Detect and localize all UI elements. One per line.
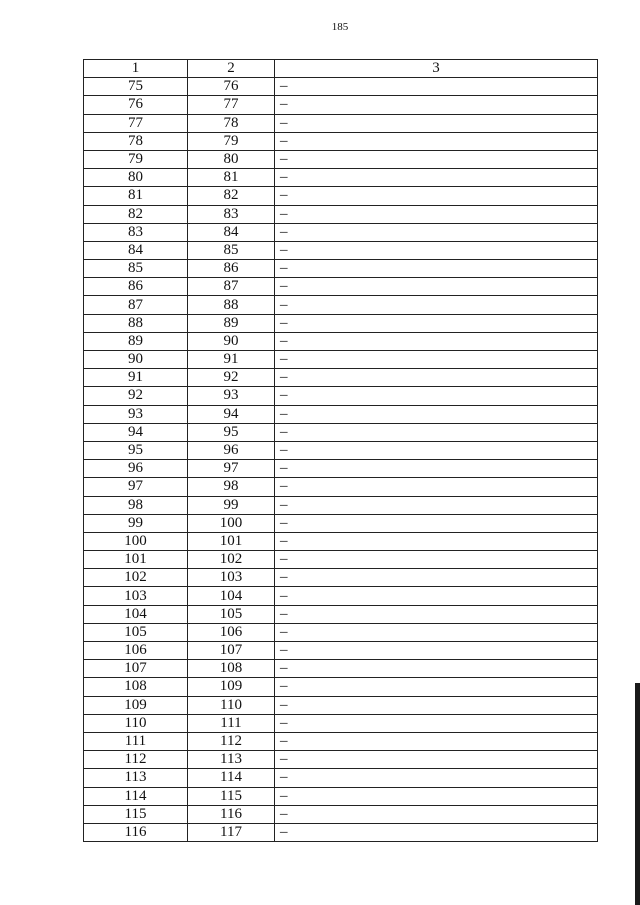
table-cell-col-1: 103	[84, 587, 188, 605]
table-cell-col-2: 88	[188, 296, 275, 314]
table-cell-col-3: –	[275, 787, 598, 805]
table-cell-col-1: 84	[84, 241, 188, 259]
table-row	[84, 278, 598, 296]
table-cell-col-3: –	[275, 423, 598, 441]
table-cell-col-2: 98	[188, 478, 275, 496]
table-cell-col-1: 116	[84, 823, 188, 841]
table-cell-col-1: 90	[84, 351, 188, 369]
table-cell-col-1: 105	[84, 623, 188, 641]
table-row	[84, 460, 598, 478]
table-cell-col-3: –	[275, 405, 598, 423]
table-cell-col-3: –	[275, 514, 598, 532]
table-cell-col-1: 100	[84, 532, 188, 550]
table-cell-col-2: 76	[188, 78, 275, 96]
table-row	[84, 78, 598, 96]
table-cell-col-2: 112	[188, 732, 275, 750]
table-cell-col-3: –	[275, 478, 598, 496]
table-cell-col-3: –	[275, 169, 598, 187]
table-cell-col-3: –	[275, 751, 598, 769]
table-cell-col-1: 97	[84, 478, 188, 496]
table-cell-col-3: –	[275, 387, 598, 405]
table-cell-col-1: 113	[84, 769, 188, 787]
table-cell-col-2: 90	[188, 332, 275, 350]
table-cell-col-2: 84	[188, 223, 275, 241]
table-row	[84, 696, 598, 714]
table-cell-col-1: 80	[84, 169, 188, 187]
table-cell-col-2: 101	[188, 532, 275, 550]
table-row	[84, 187, 598, 205]
table-cell-col-3: –	[275, 96, 598, 114]
table-cell-col-2: 96	[188, 441, 275, 459]
table-cell-col-2: 116	[188, 805, 275, 823]
table-row	[84, 823, 598, 841]
table-row	[84, 787, 598, 805]
table-row	[84, 605, 598, 623]
table-cell-col-3: –	[275, 660, 598, 678]
table-row	[84, 569, 598, 587]
table-cell-col-2: 79	[188, 132, 275, 150]
table-body	[84, 78, 598, 842]
table-cell-col-1: 96	[84, 460, 188, 478]
table-cell-col-3: –	[275, 732, 598, 750]
table-cell-col-1: 109	[84, 696, 188, 714]
table-cell-col-2: 81	[188, 169, 275, 187]
table-row	[84, 678, 598, 696]
table-cell-col-3: –	[275, 460, 598, 478]
table-cell-col-3: –	[275, 187, 598, 205]
table-row	[84, 441, 598, 459]
table-cell-col-1: 101	[84, 551, 188, 569]
table-row	[84, 805, 598, 823]
table-row	[84, 241, 598, 259]
table-cell-col-2: 117	[188, 823, 275, 841]
page-number: 185	[331, 21, 349, 33]
table-cell-col-2: 105	[188, 605, 275, 623]
table-cell-col-1: 76	[84, 96, 188, 114]
table-row	[84, 587, 598, 605]
table-cell-col-1: 98	[84, 496, 188, 514]
table-cell-col-3: –	[275, 642, 598, 660]
table-cell-col-3: –	[275, 441, 598, 459]
column-header-2: 2	[188, 60, 275, 78]
table-cell-col-1: 83	[84, 223, 188, 241]
table-row	[84, 96, 598, 114]
table-cell-col-2: 111	[188, 714, 275, 732]
table-cell-col-2: 89	[188, 314, 275, 332]
table-cell-col-1: 115	[84, 805, 188, 823]
table-cell-col-3: –	[275, 351, 598, 369]
table-cell-col-1: 95	[84, 441, 188, 459]
table-cell-col-3: –	[275, 605, 598, 623]
table-row	[84, 351, 598, 369]
table-header	[84, 60, 598, 78]
table-cell-col-3: –	[275, 823, 598, 841]
table-row	[84, 496, 598, 514]
table-cell-col-3: –	[275, 805, 598, 823]
table-cell-col-3: –	[275, 150, 598, 168]
table-cell-col-1: 88	[84, 314, 188, 332]
table-row	[84, 205, 598, 223]
table-cell-col-2: 104	[188, 587, 275, 605]
column-header-1: 1	[84, 60, 188, 78]
table-cell-col-1: 77	[84, 114, 188, 132]
table-row	[84, 314, 598, 332]
table-row	[84, 732, 598, 750]
table-row	[84, 296, 598, 314]
table-cell-col-2: 93	[188, 387, 275, 405]
table-row	[84, 714, 598, 732]
table-cell-col-2: 115	[188, 787, 275, 805]
table-row	[84, 114, 598, 132]
table-cell-col-1: 111	[84, 732, 188, 750]
table-cell-col-2: 109	[188, 678, 275, 696]
table-cell-col-2: 87	[188, 278, 275, 296]
table-cell-col-1: 85	[84, 260, 188, 278]
table-cell-col-2: 86	[188, 260, 275, 278]
table-cell-col-1: 75	[84, 78, 188, 96]
table-cell-col-2: 100	[188, 514, 275, 532]
table-cell-col-3: –	[275, 769, 598, 787]
table-cell-col-1: 99	[84, 514, 188, 532]
table-cell-col-2: 78	[188, 114, 275, 132]
table-cell-col-3: –	[275, 114, 598, 132]
table-cell-col-2: 92	[188, 369, 275, 387]
table-cell-col-1: 86	[84, 278, 188, 296]
table-cell-col-3: –	[275, 296, 598, 314]
table-cell-col-2: 108	[188, 660, 275, 678]
table-row	[84, 223, 598, 241]
table-cell-col-1: 108	[84, 678, 188, 696]
table-row	[84, 514, 598, 532]
table-cell-col-2: 97	[188, 460, 275, 478]
table-cell-col-2: 114	[188, 769, 275, 787]
table-cell-col-1: 81	[84, 187, 188, 205]
table-cell-col-3: –	[275, 278, 598, 296]
table-row	[84, 623, 598, 641]
table-cell-col-2: 83	[188, 205, 275, 223]
table-cell-col-2: 85	[188, 241, 275, 259]
table-cell-col-1: 79	[84, 150, 188, 168]
table-cell-col-3: –	[275, 496, 598, 514]
table-cell-col-1: 104	[84, 605, 188, 623]
column-header-3: 3	[275, 60, 598, 78]
table-cell-col-2: 95	[188, 423, 275, 441]
table-cell-col-2: 77	[188, 96, 275, 114]
table-cell-col-3: –	[275, 587, 598, 605]
table-cell-col-2: 107	[188, 642, 275, 660]
table-cell-col-3: –	[275, 132, 598, 150]
table-cell-col-3: –	[275, 623, 598, 641]
table-cell-col-1: 107	[84, 660, 188, 678]
table-cell-col-3: –	[275, 551, 598, 569]
scan-edge-mark	[635, 683, 640, 905]
table-cell-col-1: 78	[84, 132, 188, 150]
table-cell-col-2: 91	[188, 351, 275, 369]
table-cell-col-3: –	[275, 369, 598, 387]
table-cell-col-1: 106	[84, 642, 188, 660]
table-row	[84, 405, 598, 423]
table-row	[84, 660, 598, 678]
table-cell-col-1: 94	[84, 423, 188, 441]
table-cell-col-1: 110	[84, 714, 188, 732]
table-cell-col-2: 110	[188, 696, 275, 714]
table-cell-col-3: –	[275, 569, 598, 587]
header-row	[84, 60, 598, 78]
table-cell-col-1: 91	[84, 369, 188, 387]
table-cell-col-3: –	[275, 714, 598, 732]
table-cell-col-3: –	[275, 223, 598, 241]
table-cell-col-3: –	[275, 678, 598, 696]
table-cell-col-2: 82	[188, 187, 275, 205]
table-row	[84, 332, 598, 350]
table-cell-col-2: 94	[188, 405, 275, 423]
table-row	[84, 769, 598, 787]
table-cell-col-2: 103	[188, 569, 275, 587]
table-cell-col-3: –	[275, 696, 598, 714]
table-row	[84, 478, 598, 496]
table-cell-col-1: 89	[84, 332, 188, 350]
table-cell-col-1: 112	[84, 751, 188, 769]
table-row	[84, 132, 598, 150]
table-row	[84, 169, 598, 187]
table-cell-col-2: 80	[188, 150, 275, 168]
table-row	[84, 532, 598, 550]
table-cell-col-1: 87	[84, 296, 188, 314]
table-row	[84, 260, 598, 278]
table-cell-col-2: 102	[188, 551, 275, 569]
data-table	[83, 59, 598, 842]
table-row	[84, 551, 598, 569]
table-row	[84, 387, 598, 405]
table-cell-col-3: –	[275, 314, 598, 332]
table-row	[84, 642, 598, 660]
table-cell-col-2: 106	[188, 623, 275, 641]
table-cell-col-1: 82	[84, 205, 188, 223]
table-cell-col-2: 99	[188, 496, 275, 514]
table-cell-col-3: –	[275, 78, 598, 96]
table-cell-col-1: 92	[84, 387, 188, 405]
table-cell-col-1: 93	[84, 405, 188, 423]
table-cell-col-3: –	[275, 241, 598, 259]
table-row	[84, 751, 598, 769]
table-cell-col-3: –	[275, 260, 598, 278]
table-cell-col-1: 114	[84, 787, 188, 805]
table-row	[84, 423, 598, 441]
table-row	[84, 369, 598, 387]
table-cell-col-3: –	[275, 532, 598, 550]
table-cell-col-3: –	[275, 332, 598, 350]
table-cell-col-3: –	[275, 205, 598, 223]
table-cell-col-2: 113	[188, 751, 275, 769]
table-row	[84, 150, 598, 168]
table-cell-col-1: 102	[84, 569, 188, 587]
